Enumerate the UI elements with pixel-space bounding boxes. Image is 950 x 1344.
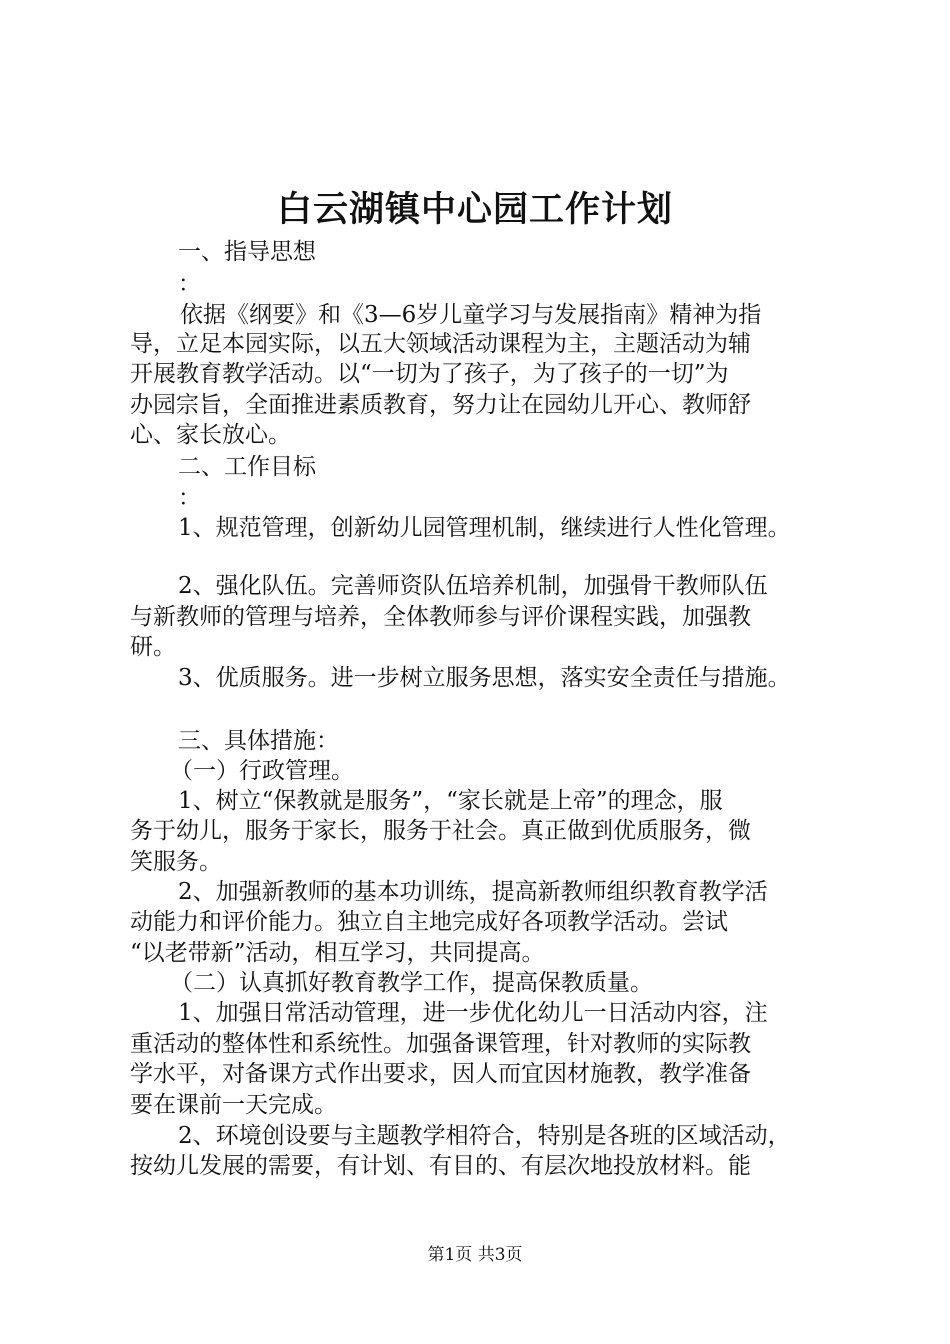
paragraph-line: 2、环境创设要与主题教学相符合，特别是各班的区域活动， <box>178 1123 791 1149</box>
paragraph-line: 导，立足本园实际，以五大领域活动课程为主，主题活动为辅 <box>130 331 751 357</box>
subsection-heading: （一）行政管理。 <box>170 758 354 784</box>
colon-line: ： <box>178 485 201 511</box>
colon-line: ： <box>178 271 201 297</box>
paragraph-line: 2、加强新教师的基本功训练，提高新教师组织教育教学活 <box>178 879 768 905</box>
paragraph-line: 2、强化队伍。完善师资队伍培养机制，加强骨干教师队伍 <box>178 573 768 599</box>
paragraph-line: 学水平，对备课方式作出要求，因人而宜因材施教，教学准备 <box>130 1061 751 1087</box>
paragraph-line: 办园宗旨，全面推进素质教育，努力让在园幼儿开心、教师舒 <box>130 392 751 418</box>
paragraph-line: 务于幼儿，服务于家长，服务于社会。真正做到优质服务，微 <box>130 818 751 844</box>
paragraph-line: 开展教育教学活动。以“一切为了孩子，为了孩子的一切”为 <box>130 361 729 387</box>
paragraph-line: 依据《纲要》和《3—6岁儿童学习与发展指南》精神为指 <box>180 302 762 328</box>
paragraph-line: 3、优质服务。进一步树立服务思想，落实安全责任与措施。 <box>178 665 791 691</box>
document-title: 白云湖镇中心园工作计划 <box>276 189 673 230</box>
paragraph-line: 重活动的整体性和系统性。加强备课管理，针对教师的实际教 <box>130 1031 751 1057</box>
paragraph-line: 1、树立“保教就是服务”，“家长就是上帝”的理念，服 <box>178 788 723 814</box>
paragraph-line: 动能力和评价能力。独立自主地完成好各项教学活动。尝试 <box>130 909 728 935</box>
section-heading: 三、具体措施： <box>178 728 339 754</box>
paragraph-line: 笑服务。 <box>130 849 222 875</box>
paragraph-line: 1、加强日常活动管理，进一步优化幼儿一日活动内容，注 <box>178 1000 768 1026</box>
paragraph-line: 心、家长放心。 <box>130 422 291 448</box>
paragraph-line: 要在课前一天完成。 <box>130 1092 337 1118</box>
paragraph-line: 1、规范管理，创新幼儿园管理机制，继续进行人性化管理。 <box>178 515 791 541</box>
subsection-heading: （二）认真抓好教育教学工作，提高保教质量。 <box>170 970 653 996</box>
page-number: 第1页 共3页 <box>427 1245 523 1265</box>
section-heading: 二、工作目标 <box>178 454 316 480</box>
paragraph-line: “以老带新”活动，相互学习，共同提高。 <box>130 940 545 966</box>
paragraph-line: 与新教师的管理与培养，全体教师参与评价课程实践，加强教 <box>130 604 751 630</box>
section-heading: 一、指导思想 <box>178 239 316 265</box>
paragraph-line: 按幼儿发展的需要，有计划、有目的、有层次地投放材料。能 <box>130 1153 751 1179</box>
paragraph-line: 研。 <box>130 634 176 660</box>
